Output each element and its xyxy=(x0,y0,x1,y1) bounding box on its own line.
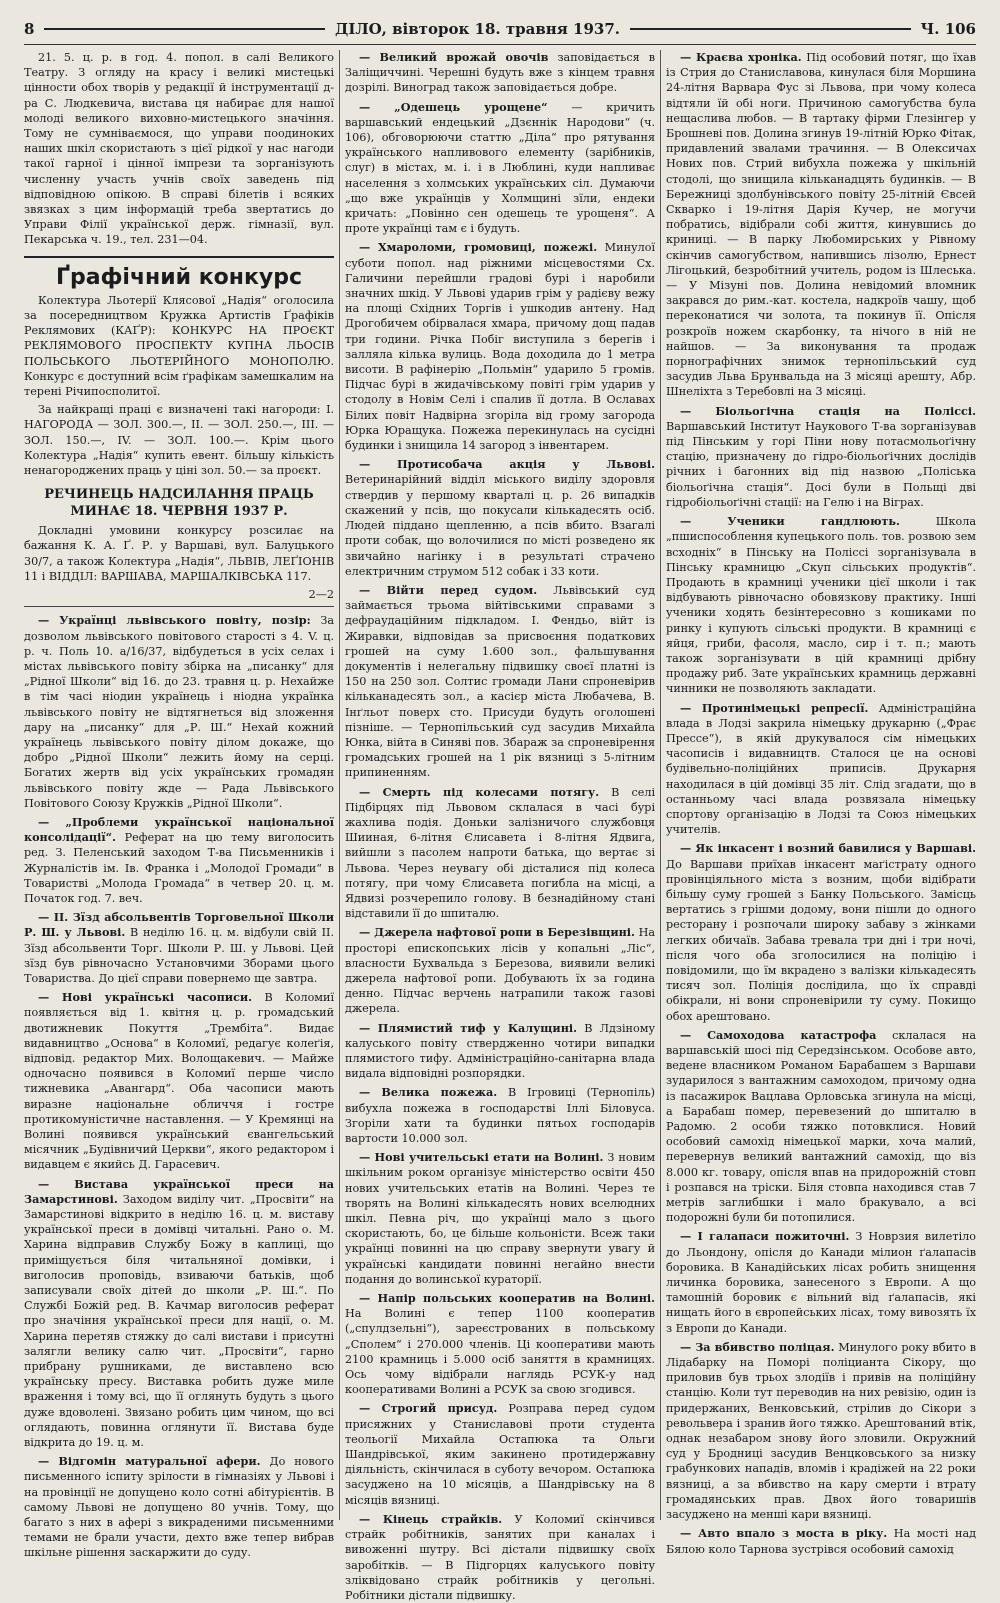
news-item-headline: — Великий врожай овочів xyxy=(358,50,549,64)
news-item-headline: — За вбивство поліцая. xyxy=(679,1339,835,1354)
news-item-body: Реферат на цю тему виголосить ред. З. Пеленський заходом Т-ва Письменників і Журналістів ім. Ів. Франка і „Молодої Громади“ в Товаристві „Молода Громада“ в четвер 20. ц. м. Початок год. 7. веч. xyxy=(24,831,335,905)
news-item-body: У Коломиї скінчився страйк робітників, занятих при каналах і вивоженні шутру. Всі дістали підвишку своїх заробітків. — В Підгорцях калуського повіту зліквідовано страйк робітників у цегольні. Робітники дістали підвишку. xyxy=(344,1512,656,1602)
news-item-headline: — Протинімецькі репресії. xyxy=(679,700,869,715)
graphic-contest-ad xyxy=(24,264,335,603)
news-item-headline: — Кінець страйків. xyxy=(358,1511,503,1526)
news-item-headline: — Напір польських кооператив на Волині. xyxy=(358,1291,656,1306)
news-item xyxy=(666,1028,976,1226)
news-item xyxy=(666,404,976,510)
ad-title: Ґрафічний конкурс xyxy=(55,264,303,290)
news-item-body: Під особовий потяг, що їхав із Стрия до Станиславова, кинулася біля Моршина 24-літня Варвара Фус зі Львова, при чому колеса відтяли їй обі ноги. Причиною самогубства була нещаслива любов. — В тартаку фірми Глезінгер у Брошневі пов. Долина згинув 19-літній Юрко Фітак, придавлений звалами трачиння. — В Олексичах Нових пов. Стрий вибухла пожежа у шкільній стодолі, що знищила кільканадцять будинків. — В Бережниці здолбунівського повіту 25-літній Євсей Скварко і 19-літня Дарія Кучер, не могучи побратись, відібрали собі життя, кинувшись до криниці. — В парку Любомирських у Рівному скінчив самогубством, напившись лізолю, Ернест Лігоцький, безробітний учитель, родом із Шлеська. — У Мізуні пов. Долина невідомий вломник закрався до рим.-кат. костела, надкроїв чашу, щоб переконатися чи золота, та покинув її. Опісля розкроїв ножем скарбонку, та нічого в ній не найшов. — За виконування та продаж порнографічних знимок тернопільський суд засудив Льва Брунвальда на 3 місяці арешту, Абр. Шнеліхта з Теребовлі на 3 місяці. xyxy=(665,51,977,399)
news-item xyxy=(345,50,655,96)
news-item xyxy=(24,990,334,1172)
column-1-items xyxy=(24,613,334,1560)
ad-paragraph: Колектура Льотерії Клясової „Надія“ оголосила за посередництвом Кружка Артистів Ґрафіків Реклямових (КАҐР): КОНКУРС НА ПРОЄКТ РЕКЛЯМОВОГО ПРОСПЕКТУ КУПНА ЛЬОСІВ ПОЛЬСЬКОГО ЛЬОТЕРІЙНОГО МОНОПОЛЮ. Конкурс є доступний всім ґрафікам замешкалим на терені Річипосполитої. xyxy=(24,293,335,399)
news-item-headline: — „Проблеми української національної консолідації“. xyxy=(24,814,335,845)
news-item xyxy=(24,1454,334,1560)
news-item-headline: — Українці львівського повіту, позір: xyxy=(38,613,311,628)
ad-deadline: РЕЧИНЕЦЬ НАДСИЛАННЯ ПРАЦЬ МИНАЄ 18. ЧЕРВНЯ 1937 Р. xyxy=(44,487,314,520)
column-3 xyxy=(665,50,977,1556)
news-item-body: В селі Підбірцях під Львовом склалася в часі бурі жахлива подія. Доньки залізничого службовця Шииная, 6-літня Єлисавета і 8-літня Ядвига, вийшли з пасолем напроти батька, що вертає зі Львова. Через неувагу обі дісталися під колеса потягу, при чому Єлисавета погибла на місці, а Ядвизі розчерепило голову. В безнадійному стані відставили її до шпиталю. xyxy=(344,785,656,921)
header-rule-right xyxy=(630,28,911,30)
news-item-headline: — Відгомін матуральної афери. xyxy=(38,1454,261,1469)
news-item-headline: — Протисобача акція у Львові. xyxy=(358,457,656,472)
news-item-body: Школа „пшиспособлення купецького поль. тов. розвою зем всходніх“ в Пінську на Поліссі зорганізувала в Пінську крамницю „Скуп сільських продуктів“. Продають в крамниці ученики цієї школи і так відбувають рівночасно обовязкову практику. Інші ученики ходять безінтересовно з кошиками по ринку і купують сільські продукти. В крамниці є яйця, гриби, фасоля, масло, сир і т. п.; мають також зорганізувати в цій крамниці дрібну продажу риб. Зате українських крамниць державні чинники не позволяють закладати. xyxy=(665,515,977,696)
column-2 xyxy=(344,50,656,1602)
news-item-headline: — Біольогічна стація на Поліссі. xyxy=(679,403,977,418)
news-item xyxy=(345,925,655,1016)
news-item-headline: — Авто впало з моста в ріку. xyxy=(679,1526,888,1541)
news-item-body: Заходом виділу чит. „Просвіти“ на Замарстинові відкрито в неділю 16. ц. м. виставу української преси в домівці читальні. Рано о. М. Харина відправив Службу Божу в каплиці, що приміщується біля читальняної домівки, і виголосив проповідь, взиваючи батьків, щоб записували своїх дітей до школи „Р. Ш.“. По Службі Божій ред. В. Качмар виголосив реферат про значіння української преси для нації, о. М. Харина перетяв стяжку до салі вистави і присутні залягли велику салю чит. „Просвіти“, гарно прибрану рушниками, де виставлено всю українську пресу. Виставка робить дуже миле враження і тому всі, що її оглянуть будуть з цього дуже вдоволені. Звязано робить цим чином, що всі оглядають, повинна оглянути її. Вистава буде відкрита до 19. ц. м. xyxy=(24,1192,335,1450)
news-item-headline: — Ученики гандлюють. xyxy=(679,514,900,529)
news-item-body: Минулої суботи попол. над ріжними місцевостями Сх. Галичини перейшли градові бурі і наробили значних шкід. У Львові ударив грім у радієву вежу на площі Східних Торгів і ушкодив антену. Над Дрогобичем обірвалася хмара, причому дощ падав три години. Річка Побіг виступила з берегів і залляла кілька вулиць. Вода доходила до 1 метра висоти. В рафінерію „Польмін“ ударило 5 громів. Підчас бурі в жидачівському повіті грім ударив у стодолу в Новім Селі і спалив її дотла. В Ославах Білих повіт Надвірна згоріла від грому загорода Юрка Юращука. Пожежа перекинулась на сусідні будинки і знищила 14 загород з інвентарем. xyxy=(344,241,656,453)
news-item-body: Розправа перед судом присяжних у Станиславові проти студента теольогії Михайла Остапюка та Ольги Шандрівської, яким закинено протидержавну діяльність, скінчилася в суботу вечором. Остапюка засуджено на 10 місяців, а Шандрівську на 8 місяців вязниці. xyxy=(344,1402,656,1507)
news-item-body: В Коломиї появляється від 1. квітня ц. р. громадський двотижневик Покуття „Трембіта“. Видає видавництво „Основа“ в Коломиї, редагує колеґія, відповід. редактор Мих. Волощакевич. — Майже одночасно появився в Коломиї перше число тижневика „Авангард“. Оба часописи мають виразне національне обличчя і гостре протикомуністичне наставлення. — У Кремянці на Волині появився український євангельський місячник „Будівничий Церкви“, якого редактором і видавцем є якийсь Д. Гарасевич. xyxy=(24,991,335,1172)
news-item xyxy=(24,1177,334,1451)
news-item xyxy=(345,583,655,781)
news-item xyxy=(666,1229,976,1335)
news-item-body: Варшавський Інститут Наукового Т-ва зорганізував під Пінським у горі Піни нову потасмольоґічну стацію, призначену до гідро-біольоґічних дослідів річних і багонних від під назвою „Поліська біольоґічна стація“. Досі були в Польщі дві гідробіольоґічні стації: на Гелю і на Віграх. xyxy=(665,419,977,509)
ad-details: Докладні умовини конкурсу розсилає на бажання К. А. Ґ. Р. у Варшаві, вул. Балуцького 30/7, а також Колектура „Надія“, ЛЬВІВ, ЛЕҐІОНІВ 11 і ВІДДІЛ: ВАРШАВА, МАРШАЛКІВСЬКА 117. xyxy=(24,524,335,583)
news-item xyxy=(345,1150,655,1287)
news-item-body: На просторі епископських лісів у копальні „Ліс“, власности Бухвальда з Березова, виявили великі джерела нафтової ропи. Добувають їх за година денно. Підчас верчень натрапили також газові джерела. xyxy=(344,926,656,1016)
page-header xyxy=(24,16,976,42)
news-item xyxy=(24,910,334,986)
news-item-headline: — Нові українські часописи. xyxy=(38,990,253,1005)
divider xyxy=(24,256,334,258)
news-item-headline: — „Одешець урощене“ xyxy=(358,99,548,114)
news-item-headline: — Нові учительські етати на Волині. xyxy=(358,1150,604,1165)
news-item-body: За дозволом львівського повітового старості з 4. V. ц. р. ч. Поль 10. а/16/37, відбудеться в усіх селах і містах львівського повіту збірка на „писанку“ для „Рідної Школи“ від 16. до 23. травня ц. р. Нехайже в тім часі ніодин українець і ніодна українка львівського повіту не відтягнеться від зложення дару на „писанку“ для „Р. Ш.“ Нехай кожний українець львівського повіту ділом докаже, що добро „Рідної Школи“ лежить йому на серці. Богатих жертв від усіх українських громадян львівського повіту жде — Рада Львівського Повітового Союзу Кружків „Рідної Школи“. xyxy=(24,614,335,810)
news-item-headline: — Смерть під колесами потягу. xyxy=(358,784,600,799)
news-item xyxy=(24,815,334,906)
news-item-headline: — Самоходова катастрофа xyxy=(679,1027,877,1042)
news-item-body: З новим шкільним роком організує міністерство освіти 450 нових учительських етатів на Волині. Через те творять на Волині кількадесять нових вселюдних шкіл. Певна річ, що українці мало з цього скористають, бо, це більше кольоністи. Всеж таки українці повинні на цю справу звернути увагу й українські кандидати повинні негайно внести подання до волинської кураторії. xyxy=(344,1151,656,1286)
issue-number: Ч. 106 xyxy=(920,20,976,38)
news-item-headline: — Як інкасент і возний бавилися у Варшаві. xyxy=(679,841,977,856)
news-item-body: склалася на варшавській шосі під Середзінськом. Особове авто, ведене власником Романом Барабашем з Варшави зударилося з вантажним самоходом, причому одна із пасажирок Вацлава Орловська згинула на місці, а Барабаш помер, перевезений до шпиталю в Радомю. 2 особи тяжко потовклися. Новий особовий самохід німецької марки, хоча малий, перевернув великий вантажний самохід, що віз 8.000 кг. товару, опісля впав на придорожній стовп і розпався на тріски. Біля стовпа находився став 7 метрів заглибшки і мало бракувало, а всі подорожні були би потопилися. xyxy=(665,1028,977,1225)
news-item xyxy=(666,1340,976,1522)
column-1 xyxy=(24,50,335,1560)
page-number: 8 xyxy=(24,20,35,38)
columns xyxy=(24,50,977,1602)
news-item-headline: — Плямистий тиф у Калущині. xyxy=(358,1020,578,1035)
news-item xyxy=(345,240,655,453)
news-item-headline: — І галапаси пожиточні. xyxy=(679,1229,850,1244)
news-item-body: заповідається в Заліщиччині. Черешні будуть вже з кінцем травня дозрілі. Виноград також заповідається добре. xyxy=(344,51,656,95)
news-item xyxy=(666,1526,976,1556)
news-item xyxy=(666,701,976,838)
news-item-body: З Новрзия вилетіло до Льондону, опісля до Канади мілион ґалапасів боровика. В Канадійських лісах робить знищення личинка боровика, занесеного з Европи. А що тамошній боровик є вільний від ґалапасів, які нищать його в європейських лісах, тому вивозять їх з Европи до Канади. xyxy=(665,1230,977,1335)
news-item xyxy=(345,100,655,237)
news-item xyxy=(345,785,655,922)
news-item-headline: — Джерела нафтової ропи в Березівщині. xyxy=(358,925,635,940)
divider xyxy=(24,606,334,607)
news-item xyxy=(666,841,976,1023)
news-item-body: Ветеринарійний відділ міського виділу здоровля ствердив у першому кварталі ц. р. 26 випадків скажений у псів, що покусали кількадесять осіб. Людей піддано щепленню, а псів вбито. Взагалі проти собак, що волочилися по місті розведено як звичайно нагінку і в результаті страчено електричним струмом 512 собак і 33 коти. xyxy=(344,473,656,578)
news-item-body: В неділю 16. ц. м. відбули свій ІІ. Зїзд абсольвенти Торг. Школи Р. Ш. у Львові. Цей зїзд був рівночасно Установчими Зборами цього Товариства. До цієї справи повернемо ще завтра. xyxy=(24,926,335,985)
news-item-headline: — Краєва хроніка. xyxy=(679,50,802,64)
header-divider xyxy=(24,44,976,45)
news-item-body: На Волині є тепер 1100 кооператив („спулдзельні“), зареєстрованих в польському „Сполем“ і 270.000 членів. Ці кооперативи мають 2100 крамниць і 5.000 осіб заняття в крамницях. Ось чому відібрали наглядь РСУК-у над кооперативами Волині а РСУК за свою згодився. xyxy=(344,1307,656,1397)
theatre-notice: 21. 5. ц. р. в год. 4. попол. в салі Великого Театру. З огляду на красу і великі мистецькі цінности обох творів у редакції й інструментації д-ра С. Людкевича, вистава ця набирає для нашої молоді великого виховно-мистецького значіння. Тому не сумніваємося, що управи поодиноких наших шкіл скористають з цієї рідкої у нас нагоди такої гарної і цінної імпрези та зорганізують численну участь учнів своїх заведень під відповідною опікою. В справі білетів і всяких звязках з цим інформацій треба звертатись до Управи Філії української держ. гімназії, вул. Пекарська ч. 19., тел. 231—04. xyxy=(24,51,335,247)
ad-number: 2—2 xyxy=(308,588,335,602)
news-item-headline: — Хмароломи, громовиці, пожежі. xyxy=(358,240,598,255)
news-item-headline: — Вистава української преси на Замарстинові. xyxy=(24,1176,335,1206)
news-item-body: Адміністраційна влада в Лодзі закрила німецьку друкарню („Фрає Прессе“), в якій друкувалося сім німецьких часописів і видавництв. Сталося це на основі будівельно-поліційних приписів. Друкарня находилася в цій домівці 35 літ. Слід згадати, що в останньому часі влада розвязала німецьку спортову організацію в Лодзі та Союз німецьких учителів. xyxy=(665,701,977,837)
news-item-headline: — II. Зїзд абсольвентів Торговельної Школи Р. Ш. у Львові. xyxy=(24,910,335,940)
news-item xyxy=(666,50,976,400)
news-item-body: На мості над Бялою коло Тарнова зустрівся особовий самохід xyxy=(665,1527,977,1556)
news-item-body: В Ігровиці (Тернопіль) вибухла пожежа в господарстві Іллі Біловуса. Згоріли хати та будинки пятьох господарів вартости 10.000 зол. xyxy=(344,1086,656,1146)
news-item-body: До Варшави приїхав інкасент маґістрату одного провінціяльного міста з возним, щоби відібрати більшу суму грошей з Банку Польського. Замісць вертатись з грішми додому, вони пішли до одного ресторану і розпочали широку забаву з жінками легких обичаїв. Забава тревала три дні і три ночі, після чого оба зголосилися на поліцію і повідомили, що їм вкрадено з валізки кількадесять тисяч зол. Поліція дослідила, що їх справді обікрали, ні вони спроневірили ту суму. Покищо обох арештовано. xyxy=(665,857,977,1023)
news-item xyxy=(345,1291,655,1397)
news-item xyxy=(24,613,334,811)
news-item-body: До нового письменного іспиту зрілости в гімназіях у Львові і на провінції не допущено коло сотні абітурієнтів. В самому Львові не допущено 80 учнів. Тому, що багато з них в афері з викраденими письменними темами не брали участи, дехто вже тепер вибрав шкільне рішення заскаржити до суду. xyxy=(24,1455,335,1560)
newspaper-title: ДІЛО, вівторок 18. травня 1937. xyxy=(334,20,620,38)
ad-prizes: За найкращі праці є визначені такі нагороди: І. НАГОРОДА — ЗОЛ. 300.—, ІІ. — ЗОЛ. 250.—, ІІІ. — ЗОЛ. 150.—, IV. — ЗОЛ. 100.—. Крім цього Колектура „Надія“ купить евент. більшу кількість ненагороджених праць у ціні зол. 50.— за проєкт. xyxy=(24,403,335,478)
news-item-body: Львівський суд займається трьома війтівськими справами з дефраудаційним підкладом. І. Фендьо, війт із Жиравки, відповідав за присвоєння податкових грошей на суму 1.600 зол., фальшування документів і нелегальну підвишку своєї платні із 150 на 250 зол. Солтис громади Лани спроневірив кільканадесять зол., а касієр міста Любачева, В. Інґльот поверх сто. Присуди будуть оголошені пізніше. — Тернопільський суд засудив Михайла Юнка, війта в Синяві пов. Збараж за спроневірення громадських грошей на 1 рік вязниці з 5-літним припиненням. xyxy=(344,583,656,780)
news-item xyxy=(345,1021,655,1082)
news-item-headline: — Війти перед судом. xyxy=(358,582,538,597)
news-item-body: В Лдзіному калуського повіту ствердженно чотири випадки плямистого тифу. Адміністраційно-санітарна влада видала відповідні розпорядки. xyxy=(344,1021,656,1081)
news-item xyxy=(666,514,976,696)
news-item xyxy=(345,1085,655,1146)
news-item-body: — кричить варшавський ендецький „Дзєннік Народови“ (ч. 106), обговорюючи статтю „Діла“ про рятування українського напливового елементу (зарібників, слуг) в містах, м. і. і в Люблині, куди напливає населення з холмських українських сіл. Думаючи „що вже українців у Холмщині зїли, ендеки кричать: „Повінно сен одешець те урощеня“. А проте українці там є і будуть. xyxy=(344,100,656,236)
news-item-headline: — Велика пожежа. xyxy=(358,1085,498,1100)
news-item-body: Минулого року вбито в Лідабарку на Поморі поліцианта Сікору, що приловив був трьох злодіїв і привів на поліційну станцію. Коли тут переводив на них ревізію, один із придержаних, Венковський, стрілив до Сікори з револьвера і зранив його тяжко. Арештований втік, однак незабаром знову його зловили. Окружний суд у Бродниці засудив Венцковського за низку грабункових нападів, вломів і крадіжей на 22 роки вязниці, а за вбивство на кару смерти і втрату громадянських прав. Двох його товаришів засуджено на менші кари вязниці. xyxy=(665,1340,977,1522)
header-rule-left xyxy=(44,28,325,30)
news-item xyxy=(345,457,655,579)
news-item xyxy=(345,1401,655,1507)
column-rule xyxy=(655,50,666,1520)
news-item-headline: — Строгий присуд. xyxy=(358,1401,498,1416)
column-rule xyxy=(334,50,345,1520)
news-item xyxy=(345,1512,655,1603)
